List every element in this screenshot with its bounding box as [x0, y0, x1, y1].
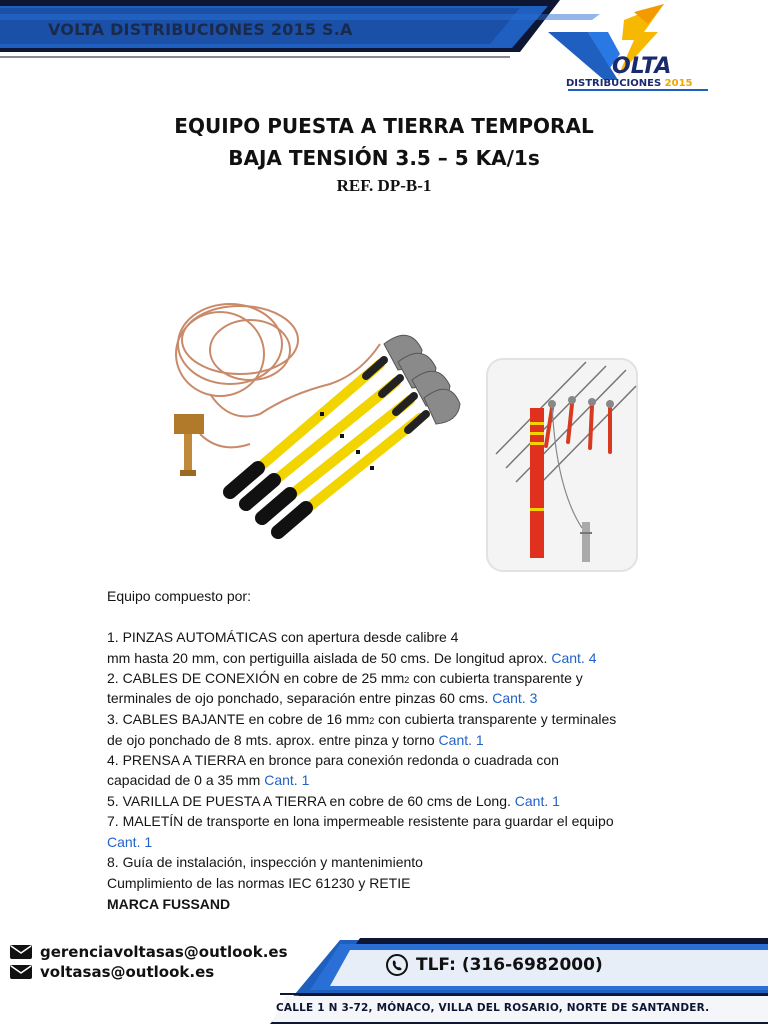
- brand-text: MARCA FUSSAND: [107, 896, 231, 912]
- envelope-icon: [10, 945, 32, 959]
- list-item: 1. PINZAS AUTOMÁTICAS con apertura desde calibre 4: [107, 629, 459, 645]
- list-item: 7. MALETÍN de transporte en lona impermeable resistente para guardar el equipo: [107, 813, 614, 829]
- list-item: 8. Guía de instalación, inspección y mantenimiento: [107, 854, 423, 870]
- quantity-label: Cant. 1: [264, 772, 310, 788]
- page-subtitle: BAJA TENSIÓN 3.5 – 5 KA/1s: [228, 146, 540, 170]
- list-item: mm hasta 20 mm, con pertiguilla aislada de 50 cms. De longitud aprox. Cant. 4: [107, 650, 597, 666]
- email-contact[interactable]: [10, 943, 288, 961]
- quantity-label: Cant. 1: [107, 834, 153, 850]
- list-item: terminales de ojo ponchado, separación entre pinzas 60 cms. Cant. 3: [107, 690, 538, 706]
- logo-wordmark: OLTA: [612, 54, 672, 79]
- phone-number[interactable]: TLF: (316-6982000): [416, 955, 603, 975]
- list-item: 4. PRENSA A TIERRA en bronce para conexión redonda o cuadrada con: [107, 752, 559, 768]
- email-secondary[interactable]: voltasas@outlook.es: [40, 963, 215, 981]
- list-item: 5. VARILLA DE PUESTA A TIERRA en cobre de 60 cms de Long. Cant. 1: [107, 793, 560, 809]
- quantity-label: Cant. 4: [551, 650, 597, 666]
- quantity-label: Cant. 3: [492, 690, 538, 706]
- intro-text: Equipo compuesto por:: [107, 588, 251, 604]
- grounding-kit-image: [170, 284, 470, 546]
- page-title: EQUIPO PUESTA A TIERRA TEMPORAL: [174, 114, 594, 138]
- phone-contact[interactable]: [386, 954, 603, 976]
- address-text: CALLE 1 N 3-72, MÓNACO, VILLA DEL ROSARIO, NORTE DE SANTANDER.: [276, 1002, 710, 1014]
- whatsapp-icon: [386, 954, 408, 976]
- list-item: 3. CABLES BAJANTE en cobre de 16 mm2 con cubierta transparente y terminales: [107, 711, 617, 727]
- envelope-icon: [10, 965, 32, 979]
- list-item: 2. CABLES DE CONEXIÓN en cobre de 25 mm2 con cubierta transparente y: [107, 670, 583, 686]
- quantity-label: Cant. 1: [438, 732, 484, 748]
- logo-subtitle: DISTRIBUCIONES 2015: [566, 78, 693, 89]
- email-primary[interactable]: gerenciavoltasas@outlook.es: [40, 943, 288, 961]
- header-company-name: VOLTA DISTRIBUCIONES 2015 S.A: [48, 20, 353, 39]
- list-item: [107, 832, 152, 853]
- installation-illustration: [486, 358, 638, 572]
- quantity-label: Cant. 1: [514, 793, 560, 809]
- email-contact[interactable]: [10, 963, 214, 981]
- reference-code: REF. DP-B-1: [336, 176, 432, 195]
- norms-text: Cumplimiento de las normas IEC 61230 y RETIE: [107, 875, 411, 891]
- list-item: de ojo ponchado de 8 mts. aprox. entre pinza y torno Cant. 1: [107, 732, 484, 748]
- list-item: capacidad de 0 a 35 mm Cant. 1: [107, 772, 310, 788]
